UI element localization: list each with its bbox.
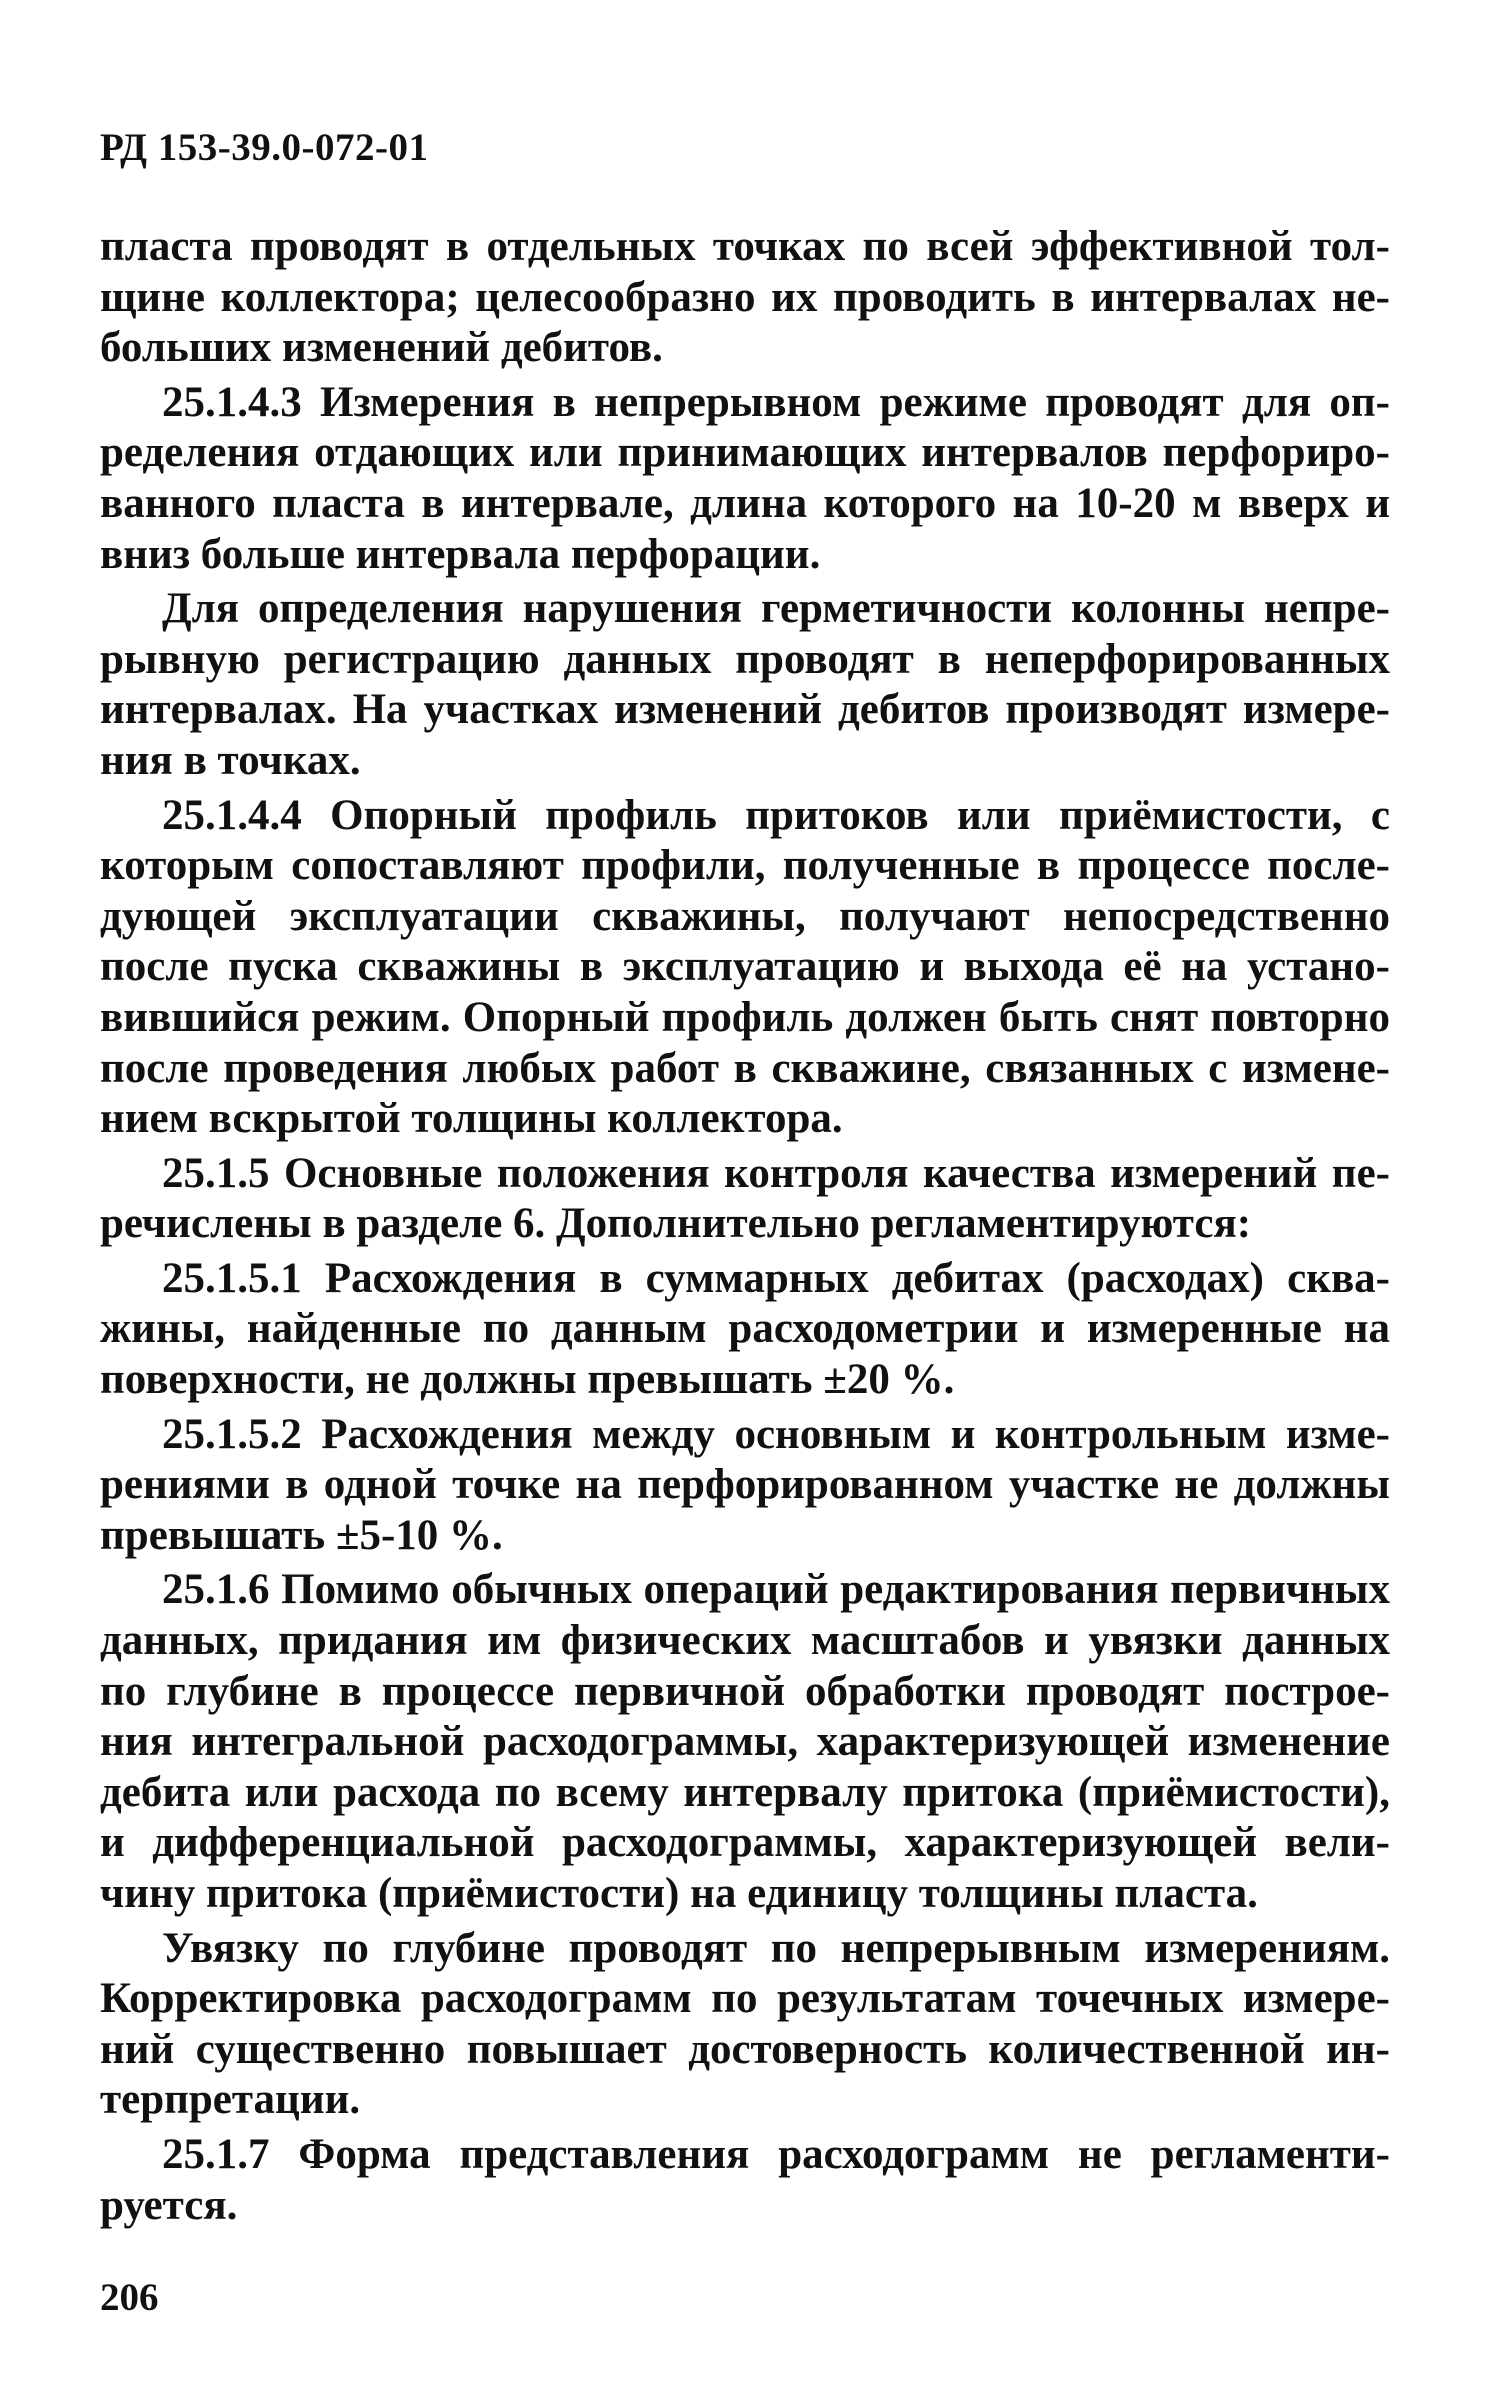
page-number: 206 [100,2276,159,2319]
paragraph [100,584,1390,786]
text-line: дующей эксплуатации скважины, получают непосредственно [100,892,1390,940]
text-line: ределения отдающих или принимающих интервалов перфориро- [100,429,1390,477]
paragraph [100,791,1390,1145]
text-line: Увязку по глубине проводят по непрерывным измерениям. [162,1924,1390,1972]
text-line: нием вскрытой толщины коллектора. [100,1095,843,1143]
text-line: рывную регистрацию данных проводят в неперфорированных [100,635,1390,683]
text-line: рениями в одной точке на перфорированном участке не должны [100,1461,1390,1509]
paragraph [100,1149,1390,1250]
text-line: Корректировка расходограмм по результатам точечных измере- [100,1975,1390,2023]
text-line: терпретации. [100,2076,361,2124]
text-line: которым сопоставляют профили, полученные в процессе после- [100,842,1390,890]
text-line: 25.1.4.4 Опорный профиль притоков или приёмистости, с [162,791,1390,839]
text-line: вниз больше интервала перфорации. [100,530,821,578]
text-line: по глубине в процессе первичной обработки проводят построе- [100,1667,1390,1715]
paragraph [100,2130,1390,2231]
text-line: 25.1.5.1 Расхождения в суммарных дебитах (расходах) сква- [162,1254,1390,1302]
text-line: чину притока (приёмистости) на единицу толщины пласта. [100,1870,1258,1917]
text-line: речислены в разделе 6. Дополнительно регламентируются: [100,1200,1252,1248]
text-line: интервалах. На участках изменений дебитов производят измере- [100,686,1390,734]
text-line: 25.1.5.2 Расхождения между основным и контрольным изме- [162,1410,1390,1458]
text-line: поверхности, не должны превышать ±20 %. [100,1356,955,1404]
document-body [100,222,1390,2231]
paragraph [100,1254,1390,1406]
text-line: Для определения нарушения герметичности колонны непре- [162,585,1390,633]
text-line: после пуска скважины в эксплуатацию и выхода её на устано- [100,943,1390,991]
paragraph [100,1410,1390,1562]
text-line: превышать ±5-10 %. [100,1511,503,1559]
text-line: жины, найденные по данным расходометрии и измеренные на [100,1305,1390,1353]
text-line: 25.1.7 Форма представления расходограмм не регламенти- [162,2130,1390,2178]
text-line: щине коллектора; целесообразно их проводить в интервалах не- [100,273,1390,321]
paragraph [100,378,1390,580]
text-line: и дифференциальной расходограммы, характеризующей вели- [100,1819,1390,1867]
text-line: вившийся режим. Опорный профиль должен быть снят повторно [100,993,1390,1041]
text-line: данных, придания им физических масштабов и увязки данных [100,1617,1390,1665]
paragraph [100,222,1390,374]
text-line: 25.1.5 Основные положения контроля качества измерений пе- [162,1149,1390,1197]
text-line: руется. [100,2181,238,2229]
document-code-header: РД 153-39.0-072-01 [100,126,429,169]
text-line: больших изменений дебитов. [100,324,663,372]
text-line: ния интегральной расходограммы, характеризующей изменение [100,1718,1390,1766]
text-line: пласта проводят в отдельных точках по всей эффективной тол- [100,223,1390,270]
paragraph [100,1924,1390,2126]
text-line: ванного пласта в интервале, длина которого на 10-20 м вверх и [100,479,1390,527]
text-line: ний существенно повышает достоверность количественной ин- [100,2025,1390,2073]
text-line: дебита или расхода по всему интервалу притока (приёмистости), [100,1768,1390,1816]
text-line: 25.1.6 Помимо обычных операций редактирования первичных [162,1566,1390,1614]
text-line: 25.1.4.3 Измерения в непрерывном режиме проводят для оп- [162,378,1390,426]
paragraph [100,1565,1390,1919]
text-line: ния в точках. [100,736,361,784]
text-line: после проведения любых работ в скважине, связанных с измене- [100,1044,1390,1092]
